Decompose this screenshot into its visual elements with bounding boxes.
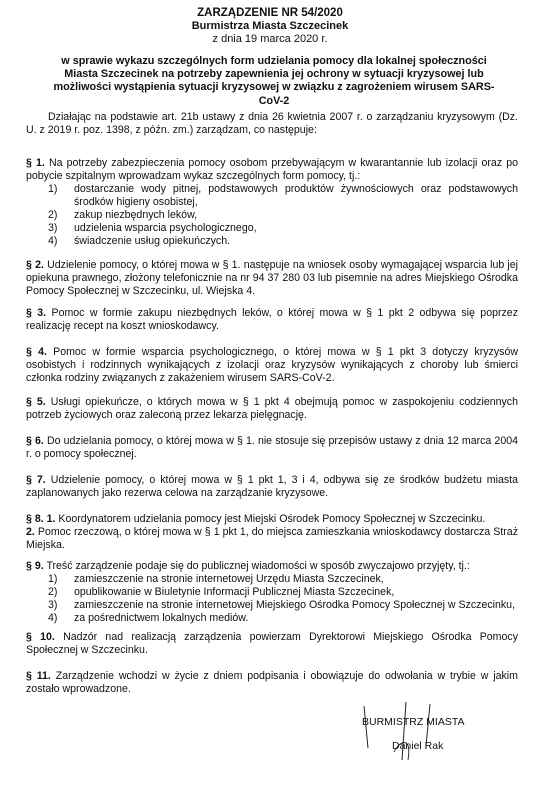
- section-8-mark: § 8.: [26, 513, 44, 525]
- section-2-mark: § 2.: [26, 259, 44, 271]
- section-10: [26, 631, 518, 657]
- section-8-item-number: 2.: [26, 526, 35, 538]
- signature-name: Daniel Rak: [392, 740, 444, 752]
- list-item: [48, 573, 518, 586]
- list-item-number: 2): [48, 209, 58, 221]
- section-9: [26, 560, 518, 625]
- document-title: ZARZĄDZENIE NR 54/2020: [197, 7, 343, 19]
- section-9-text: Treść zarządzenie podaje się do publicznej wiadomości w sposób zwyczajowo przyjęty, tj.:: [46, 560, 470, 572]
- list-item-number: 4): [48, 612, 58, 624]
- preamble: Działając na podstawie art. 21b ustawy z dnia 26 kwietnia 2007 r. o zarządzaniu kryzysowym (Dz. U. z 2019 r. poz. 1398, z późn. zm.) zarządzam, co następuje:: [26, 111, 518, 136]
- section-7: [26, 474, 518, 500]
- list-item: [48, 235, 518, 248]
- list-item-number: 3): [48, 222, 58, 234]
- section-6-mark: § 6.: [26, 435, 44, 447]
- section-1-mark: § 1.: [26, 157, 45, 169]
- section-5-mark: § 5.: [26, 396, 46, 408]
- signature-office: BURMISTRZ MIASTA: [362, 716, 465, 728]
- list-item-text: udzielenia wsparcia psychologicznego,: [74, 222, 257, 234]
- section-5: [26, 396, 518, 422]
- list-item-number: 3): [48, 599, 58, 611]
- list-item: [48, 586, 518, 599]
- list-item: [48, 209, 518, 222]
- list-item-text: zamieszczenie na stronie internetowej Urzędu Miasta Szczecinek,: [74, 573, 384, 585]
- section-4: [26, 346, 518, 385]
- section-8-item-number: 1.: [46, 513, 56, 525]
- section-9-mark: § 9.: [26, 560, 44, 572]
- list-item-number: 4): [48, 235, 58, 247]
- section-3-mark: § 3.: [26, 307, 47, 319]
- list-item-text: świadczenie usług opiekuńczych.: [74, 235, 231, 247]
- section-2-text: Udzielenie pomocy, o której mowa w § 1. następuje na wniosek osoby wymagającej wsparcia lub jej opiekuna prawnego, złożony telefonicznie na nr 94 37 280 03 lub pisemnie na adres Miejskiego Ośrodka Pomocy Społecznej w Szczecinku, ul. Wiejska 4.: [26, 259, 519, 297]
- section-8: [26, 513, 518, 552]
- section-1-list: [26, 183, 518, 248]
- section-7-text: Udzielenie pomocy, o której mowa w § 1 pkt 1, 3 i 4, odbywa się ze środków budżetu miasta zaplanowanych jako rezerwa celowa na zarządzanie kryzysowe.: [26, 474, 519, 499]
- section-8-item-text: Pomoc rzeczową, o której mowa w § 1 pkt 1, do miejsca zamieszkania wnioskodawcy dostarcza Straż Miejska.: [26, 526, 518, 551]
- list-item-text: dostarczanie wody pitnej, podstawowych produktów żywnościowych oraz podstawowych środków higieny osobistej,: [74, 183, 518, 208]
- list-item-text: zakup niezbędnych leków,: [74, 209, 198, 221]
- section-2: [26, 259, 518, 298]
- signature-block: [362, 716, 465, 752]
- list-item: [48, 222, 518, 235]
- section-11: [26, 670, 518, 696]
- document-date: z dnia 19 marca 2020 r.: [212, 33, 328, 45]
- section-9-list: [26, 573, 518, 625]
- list-item: [48, 599, 518, 612]
- section-6: [26, 435, 518, 461]
- document-subject: w sprawie wykazu szczególnych form udzielania pomocy dla lokalnej społeczności Miasta Szczecinek na potrzeby zapewnienia jej ochrony w sytuacji kryzysowej lub możliwości wystąpienia sytuacji kryzysowej w związku z zagrożeniem wirusem SARS-CoV-2: [53, 55, 495, 107]
- list-item: [48, 612, 518, 625]
- section-1: [26, 157, 518, 248]
- section-11-mark: § 11.: [26, 670, 51, 682]
- list-item: [48, 183, 518, 209]
- section-1-text: Na potrzeby zabezpieczenia pomocy osobom przebywającym w kwarantannie lub izolacji oraz po pobycie szpitalnym wprowadzam wykaz szczególnych form pomocy, tj.:: [26, 157, 518, 182]
- signature-scribble: [360, 700, 470, 770]
- section-4-mark: § 4.: [26, 346, 47, 358]
- section-11-text: Zarządzenie wchodzi w życie z dniem podpisania i obowiązuje do odwołania w trybie w jakim zostało wprowadzone.: [26, 670, 518, 695]
- list-item-text: za pośrednictwem lokalnych mediów.: [74, 612, 249, 624]
- section-10-text: Nadzór nad realizacją zarządzenia powierzam Dyrektorowi Miejskiego Ośrodka Pomocy Społecznej w Szczecinku.: [26, 631, 518, 656]
- section-8-item-text: Koordynatorem udzielania pomocy jest Miejski Ośrodek Pomocy Społecznej w Szczecinku.: [58, 513, 486, 525]
- section-5-text: Usługi opiekuńcze, o których mowa w § 1 pkt 4 obejmują pomoc w zaspokojeniu codziennych potrzeb życiowych oraz zaleconą przez lekarza pielęgnację.: [26, 396, 518, 421]
- list-item-number: 2): [48, 586, 58, 598]
- document-issuer: Burmistrza Miasta Szczecinek: [191, 20, 349, 32]
- list-item-number: 1): [48, 183, 58, 195]
- section-4-text: Pomoc w formie wsparcia psychologicznego, o której mowa w § 1 pkt 3 dotyczy kryzysów osobistych i rodzinnych wynikających z izolacji oraz kryzysów wynikających z choroby lub śmierci członka rodziny związanych z zakażeniem wirusem SARS-CoV-2.: [26, 346, 518, 384]
- list-item-text: opublikowanie w Biuletynie Informacji Publicznej Miasta Szczecinek,: [74, 586, 395, 598]
- section-3-text: Pomoc w formie zakupu niezbędnych leków, o której mowa w § 1 pkt 2 odbywa się poprzez realizację recept na koszt wnioskodawcy.: [26, 307, 518, 332]
- section-10-mark: § 10.: [26, 631, 55, 643]
- section-3: [26, 307, 518, 333]
- section-6-text: Do udzielania pomocy, o której mowa w § 1. nie stosuje się przepisów ustawy z dnia 12 marca 2004 r. o pomocy społecznej.: [26, 435, 518, 460]
- section-7-mark: § 7.: [26, 474, 46, 486]
- list-item-number: 1): [48, 573, 58, 585]
- list-item-text: zamieszczenie na stronie internetowej Miejskiego Ośrodka Pomocy Społecznej w Szczecinku,: [74, 599, 516, 611]
